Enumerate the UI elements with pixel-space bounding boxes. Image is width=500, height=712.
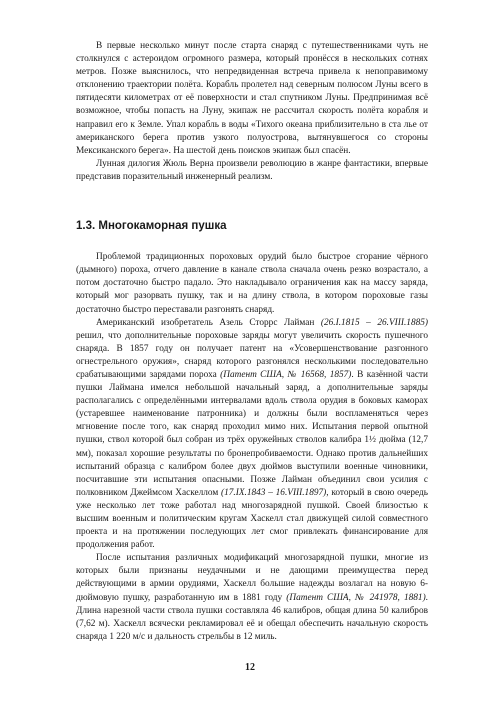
- intro-paragraph-1: В первые несколько минут после старта снаряд с путешественниками чуть не столкнулся с астероидом огромного размера, который пронёсся в нескольких сотнях метров. Позже выяснилось, что непредвиденная встреча привела к непоправимому отклонению траектории полёта. Корабль пролетел над северным полюсом Луны всего в пятидесяти километрах от её поверхности и стал спутником Луны. Предпринимая всё возможное, чтобы попасть на Луну, экипаж не рассчитал скорость полёта корабля и направил его к Земле. Упал корабль в воды «Тихого океана приблизительно в ста лье от американского берега против узкого полуострова, вытянувшегося со стороны Мексиканского берега». На шестой день поисков экипаж был спасён.: [76, 41, 428, 156]
- lifespan-dates-lyman: (26.I.1815 – 26.VIII.1885): [320, 317, 428, 328]
- paragraph-text: После испытания различных модификаций многозарядной пушки, многие из которых были признаны неудачными и не дающими преимущества перед действующими в армии орудиями, Хаскелл большие надежды возлагал на новую 6-дюймовую пушку, разработанную им в 1881 году: [76, 553, 428, 603]
- intro-paragraph-2: Лунная дилогия Жюль Верна произвели революцию в жанре фантастики, впервые представив поразительный инженерный реализм.: [76, 158, 428, 182]
- patent-citation: (Патент США, № 241978, 1881): [286, 592, 426, 603]
- section-paragraph-2: [76, 317, 428, 553]
- paragraph-text: . В казённой части пушки Лаймана имелся небольшой начальный заряд, а дополнительные заряды располагались с определёнными интервалами вдоль ствола орудия в боковых каморах (устаревшее наименование патронника) и должны были воспламеняться через мгновение после того, как снаряд проходил мимо них. Испытания первой опытной пушки, ствол которой был собран из трёх оружейных стволов калибра 1½ дюйма (12,7 мм), показал хорошие результаты по бронепробиваемости. Однако против дальнейших испытаний образца с калибром более двух дюймов выступили военные чиновники, посчитавшие эти испытания опасными. Позже Лайман объединил свои усилия с полковником Джеймсом Хаскеллом: [76, 369, 428, 498]
- patent-citation: (Патент США, № 16568, 1857): [220, 369, 352, 380]
- lifespan-dates-haskell: (17.IX.1843 – 16.VIII.1897): [221, 487, 327, 498]
- paragraph-text: решил, что дополнительные пороховые заряды могут увеличить скорость пушечного снаряда. В 1857 году он получает патент на «Усовершенствование разгонного огнестрельного оружия», снаряд которого разгонялся несколькими последовательно срабатывающими зарядами пороха: [76, 330, 428, 380]
- section-paragraph-3: [76, 552, 428, 644]
- page-number: 12: [245, 662, 255, 673]
- document-page: [76, 40, 428, 644]
- section-heading: 1.3. Многокаморная пушка: [76, 220, 227, 233]
- paragraph-text: Американский изобретатель Азель Сторрс Лайман: [96, 317, 321, 328]
- paragraph-text: . Длина нарезной части ствола пушки составляла 46 калибров, общая длина 50 калибров (7,62 м). Хаскелл всячески рекламировал её и обещал обеспечить начальную скорость снаряда 1 220 м/с и дальность стрельбы в 12 миль.: [76, 592, 428, 642]
- paragraph-text: , который в свою очередь уже несколько лет тоже работал над многозарядной пушкой. Своей близостью к высшим военным и политическим кругам Хаскелл стал движущей силой совместного проекта и на протяжении последующих лет смог привлекать финансирование для продолжения работ.: [76, 487, 428, 551]
- section-paragraph-1: Проблемой традиционных пороховых орудий было быстрое сгорание чёрного (дымного) пороха, отчего давление в канале ствола сначала очень резко возрастало, а потом достаточно быстро падало. Это накладывало ограничения как на массу заряда, который мог разорвать пушку, так и на длину ствола, в котором пороховые газы достаточно быстро переставали разгонять снаряд.: [76, 252, 428, 315]
